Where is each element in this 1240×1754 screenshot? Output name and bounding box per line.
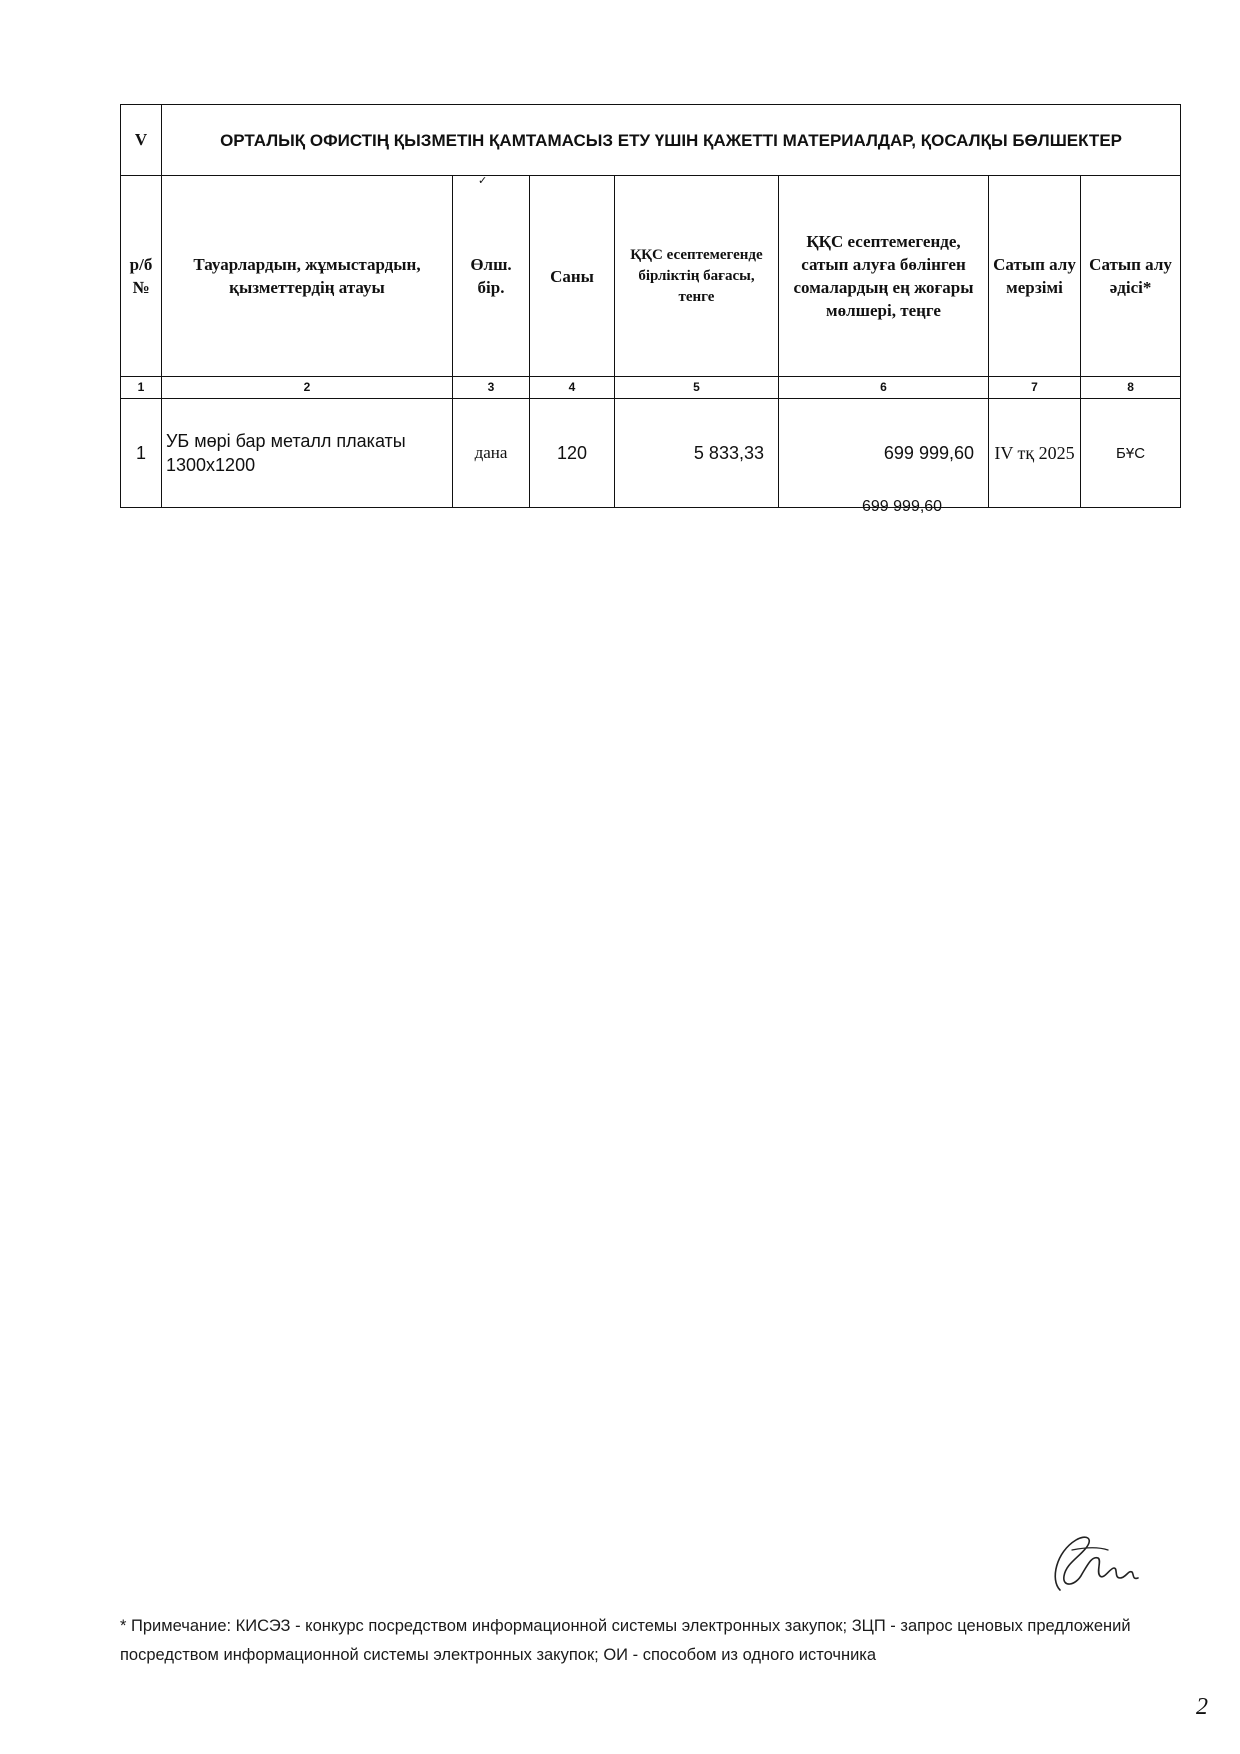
header-row [121, 176, 1181, 377]
table-row [121, 399, 1181, 508]
header-unit: Өлш. бір. [453, 176, 530, 377]
column-index: 6 [779, 377, 989, 399]
column-index: 8 [1081, 377, 1181, 399]
column-index: 5 [615, 377, 779, 399]
row-name: УБ мөрі бар металл плакаты 1300х1200 [162, 399, 453, 508]
column-index-row [121, 377, 1181, 399]
page-number: 2 [1196, 1694, 1208, 1720]
column-index: 7 [989, 377, 1081, 399]
section-title: ОРТАЛЫҚ ОФИСТІҢ ҚЫЗМЕТІН ҚАМТАМАСЫЗ ЕТУ ҮШІН ҚАЖЕТТІ МАТЕРИАЛДАР, ҚОСАЛҚЫ БӨЛШЕКТЕР [162, 105, 1181, 176]
column-index: 4 [530, 377, 615, 399]
header-term: Сатып алу мерзімі [989, 176, 1081, 377]
signature-icon [1042, 1528, 1152, 1598]
row-qty: 120 [530, 399, 615, 508]
header-unit-price: ҚҚС есептемегенде бірліктің бағасы, тенге [615, 176, 779, 377]
column-index: 1 [121, 377, 162, 399]
row-unit: дана [453, 399, 530, 508]
header-name: Тауарлардын, жұмыстардын, қызметтердің атауы [162, 176, 453, 377]
row-unit-price: 5 833,33 [615, 399, 779, 508]
column-index: 2 [162, 377, 453, 399]
row-term: IV тқ 2025 [989, 399, 1081, 508]
total-sum: 699 999,60 [862, 498, 943, 515]
header-method: Сатып алу әдісі* [1081, 176, 1181, 377]
header-qty: Саны [530, 176, 615, 377]
section-number: V [121, 105, 162, 176]
column-index: 3 [453, 377, 530, 399]
check-mark-icon: ✓ [478, 175, 488, 187]
row-method: БҰС [1081, 399, 1181, 508]
header-no: р/б № [121, 176, 162, 377]
header-max-sum: ҚҚС есептемегенде, сатып алуға бөлінген сомалардың ең жоғары мөлшері, теңге [779, 176, 989, 377]
footnote: * Примечание: КИСЭЗ - конкурс посредством информационной системы электронных закупок; ЗЦП - запрос ценовых предложений посредством информационной системы электронных закупок; ОИ - способом из одного источника [120, 1617, 1131, 1664]
row-max-sum: 699 999,60 [779, 399, 989, 508]
section-row [121, 105, 1181, 176]
row-no: 1 [121, 399, 162, 508]
procurement-table [120, 104, 1181, 508]
